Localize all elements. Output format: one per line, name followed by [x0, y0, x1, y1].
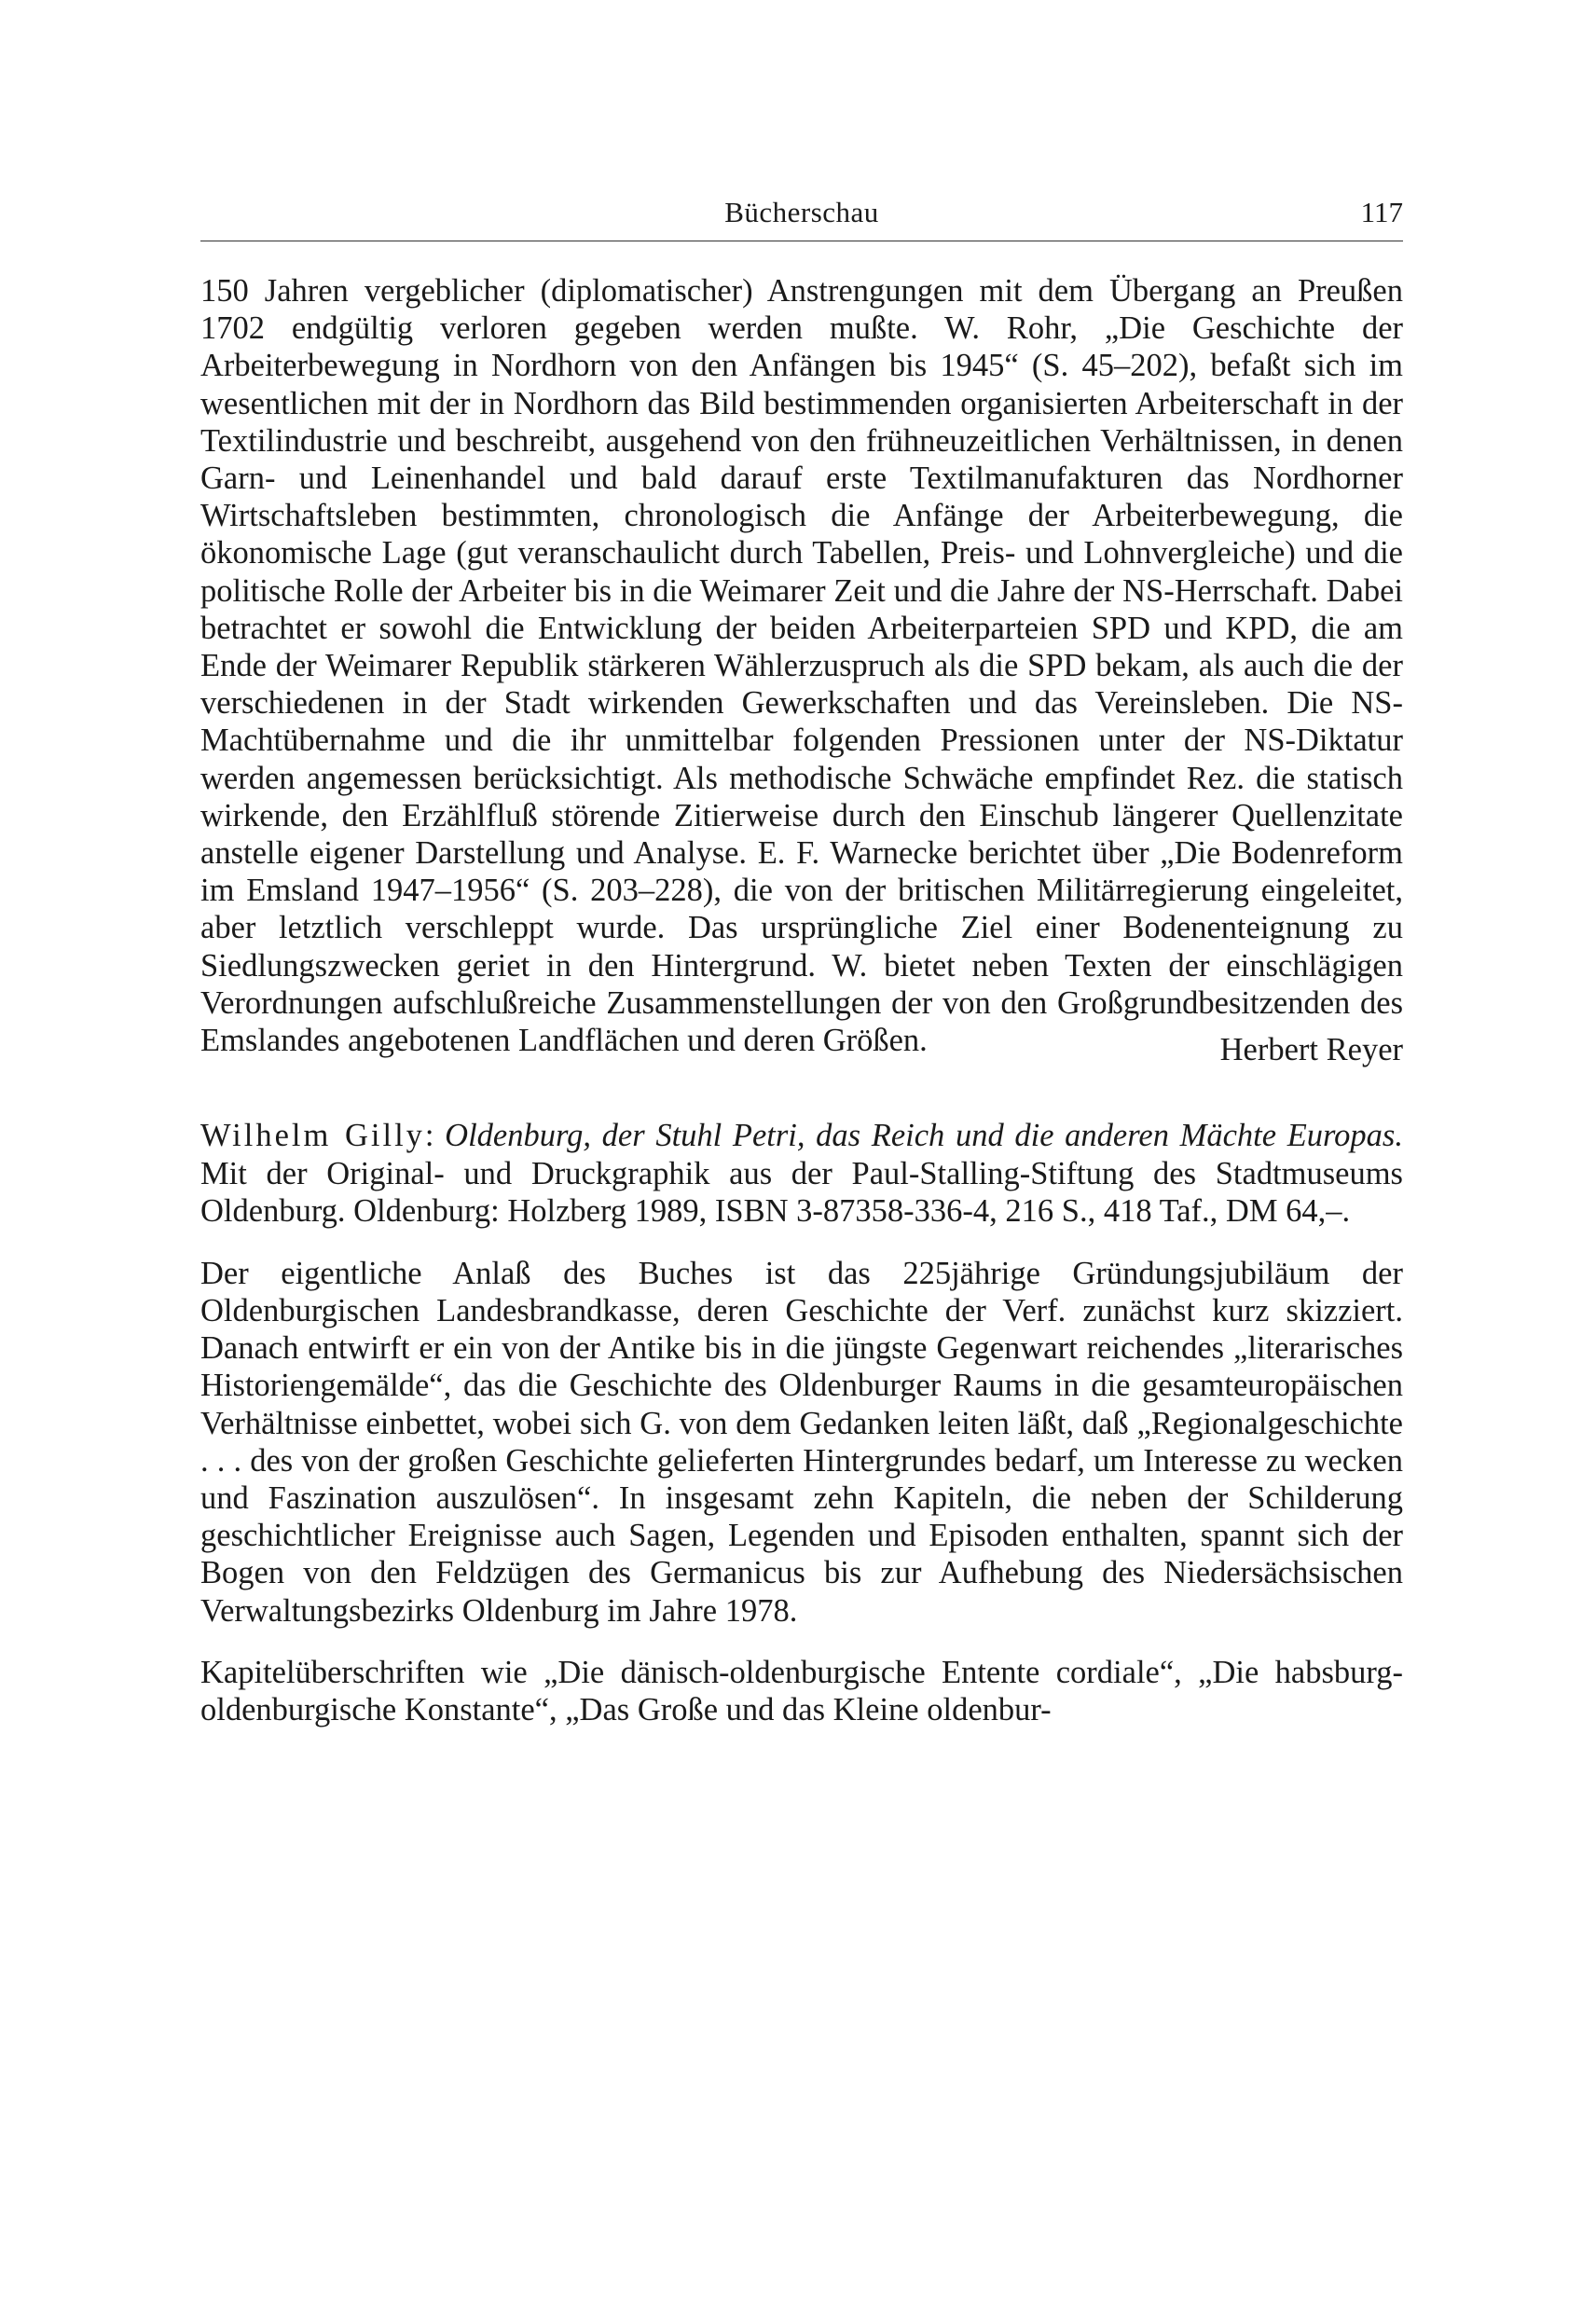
- review-text: 150 Jahren vergeblicher (diplomatischer) Anstrengungen mit dem Übergang an Preußen 1702 endgültig verloren gegeben werden mußte. W. Rohr, „Die Geschichte der Arbeiterbewegung in Nordhorn von den Anfängen bis 1945“ (S. 45–202), befaßt sich im wesentlichen mit der in Nordhorn das Bild bestimmenden organisierten Arbeiterschaft in der Textilindustrie und beschreibt, ausgehend von den frühneuzeitlichen Verhältnissen, in denen Garn- und Leinenhandel und bald darauf erste Textilmanufakturen das Nordhorner Wirtschaftsleben bestimmten, chronologisch die Anfänge der Arbeiterbewegung, die ökonomische Lage (gut veranschaulicht durch Tabellen, Preis- und Lohnvergleiche) und die politische Rolle der Arbeiter bis in die Weimarer Zeit und die Jahre der NS-Herrschaft. Dabei betrachtet er sowohl die Entwicklung der beiden Arbeiterparteien SPD und KPD, die am Ende der Weimarer Republik stärkeren Wählerzuspruch als die SPD bekam, als auch die der verschiedenen in der Stadt wirkenden Gewerkschaften und das Vereinsleben. Die NS-Machtübernahme und die ihr unmittelbar folgenden Pressionen unter der NS-Diktatur werden angemessen berücksichtigt. Als methodische Schwäche empfindet Rez. die statisch wirkende, den Erzählfluß störende Zitierweise durch den Einschub längerer Quellenzitate anstelle eigener Darstellung und Analyse. E. F. Warnecke berichtet über „Die Bodenreform im Emsland 1947–1956“ (S. 203–228), die von der britischen Militärregierung eingeleitet, aber letztlich verschleppt wurde. Das ursprüngliche Ziel einer Bodenenteignung zu Siedlungszwecken geriet in den Hintergrund. W. bietet neben Texten der einschlägigen Verordnungen aufschlußreiche Zusammenstellungen der von den Großgrundbesitzenden des Emslandes angebotenen Landflächen und deren Größen.: [200, 273, 1403, 1059]
- review-paragraph: Kapitelüberschriften wie „Die dänisch-oldenburgische Entente cordiale“, „Die habsburg-oldenburgische Konstante“, „Das Große und das Kleine oldenbur-: [200, 1654, 1403, 1727]
- bibliographic-entry: [200, 1117, 1403, 1231]
- book-title: Oldenburg, der Stuhl Petri, das Reich und die anderen Mächte Europas.: [445, 1118, 1403, 1154]
- running-title: Bücherschau: [724, 196, 879, 228]
- page-number: 117: [1360, 196, 1403, 228]
- page-header: [200, 186, 1403, 252]
- book-author: Wilhelm Gilly: [200, 1118, 425, 1154]
- review-paragraph: [200, 272, 1403, 1068]
- reviewer-name: Herbert Reyer: [1219, 1032, 1403, 1068]
- book-details: Mit der Original- und Druckgraphik aus der Paul-Stalling-Stiftung des Stadtmuseums Oldenburg. Oldenburg: Holzberg 1989, ISBN 3-87358-336-4, 216 S., 418 Taf., DM 64,–.: [200, 1155, 1403, 1230]
- author-separator: :: [424, 1118, 446, 1154]
- text-block: [200, 272, 1403, 1728]
- review-paragraph: Der eigentliche Anlaß des Buches ist das 225jährige Gründungsjubiläum der Oldenburgischen Landesbrandkasse, deren Geschichte der Verf. zunächst kurz skizziert. Danach entwirft er ein von der Antike bis in die jüngste Gegenwart reichendes „literarisches Historiengemälde“, das die Geschichte des Oldenburger Raums in die gesamteuropäischen Verhältnisse einbettet, wobei sich G. von dem Gedanken leiten läßt, daß „Regionalgeschichte . . . des von der großen Geschichte gelieferten Hintergrundes bedarf, um Interesse zu wecken und Faszination auszulösen“. In insgesamt zehn Kapiteln, die neben der Schilderung geschichtlicher Ereignisse auch Sagen, Legenden und Episoden enthalten, spannt sich der Bogen von den Feldzügen des Germanicus bis zur Aufhebung des Niedersächsischen Verwaltungsbezirks Oldenburg im Jahre 1978.: [200, 1255, 1403, 1629]
